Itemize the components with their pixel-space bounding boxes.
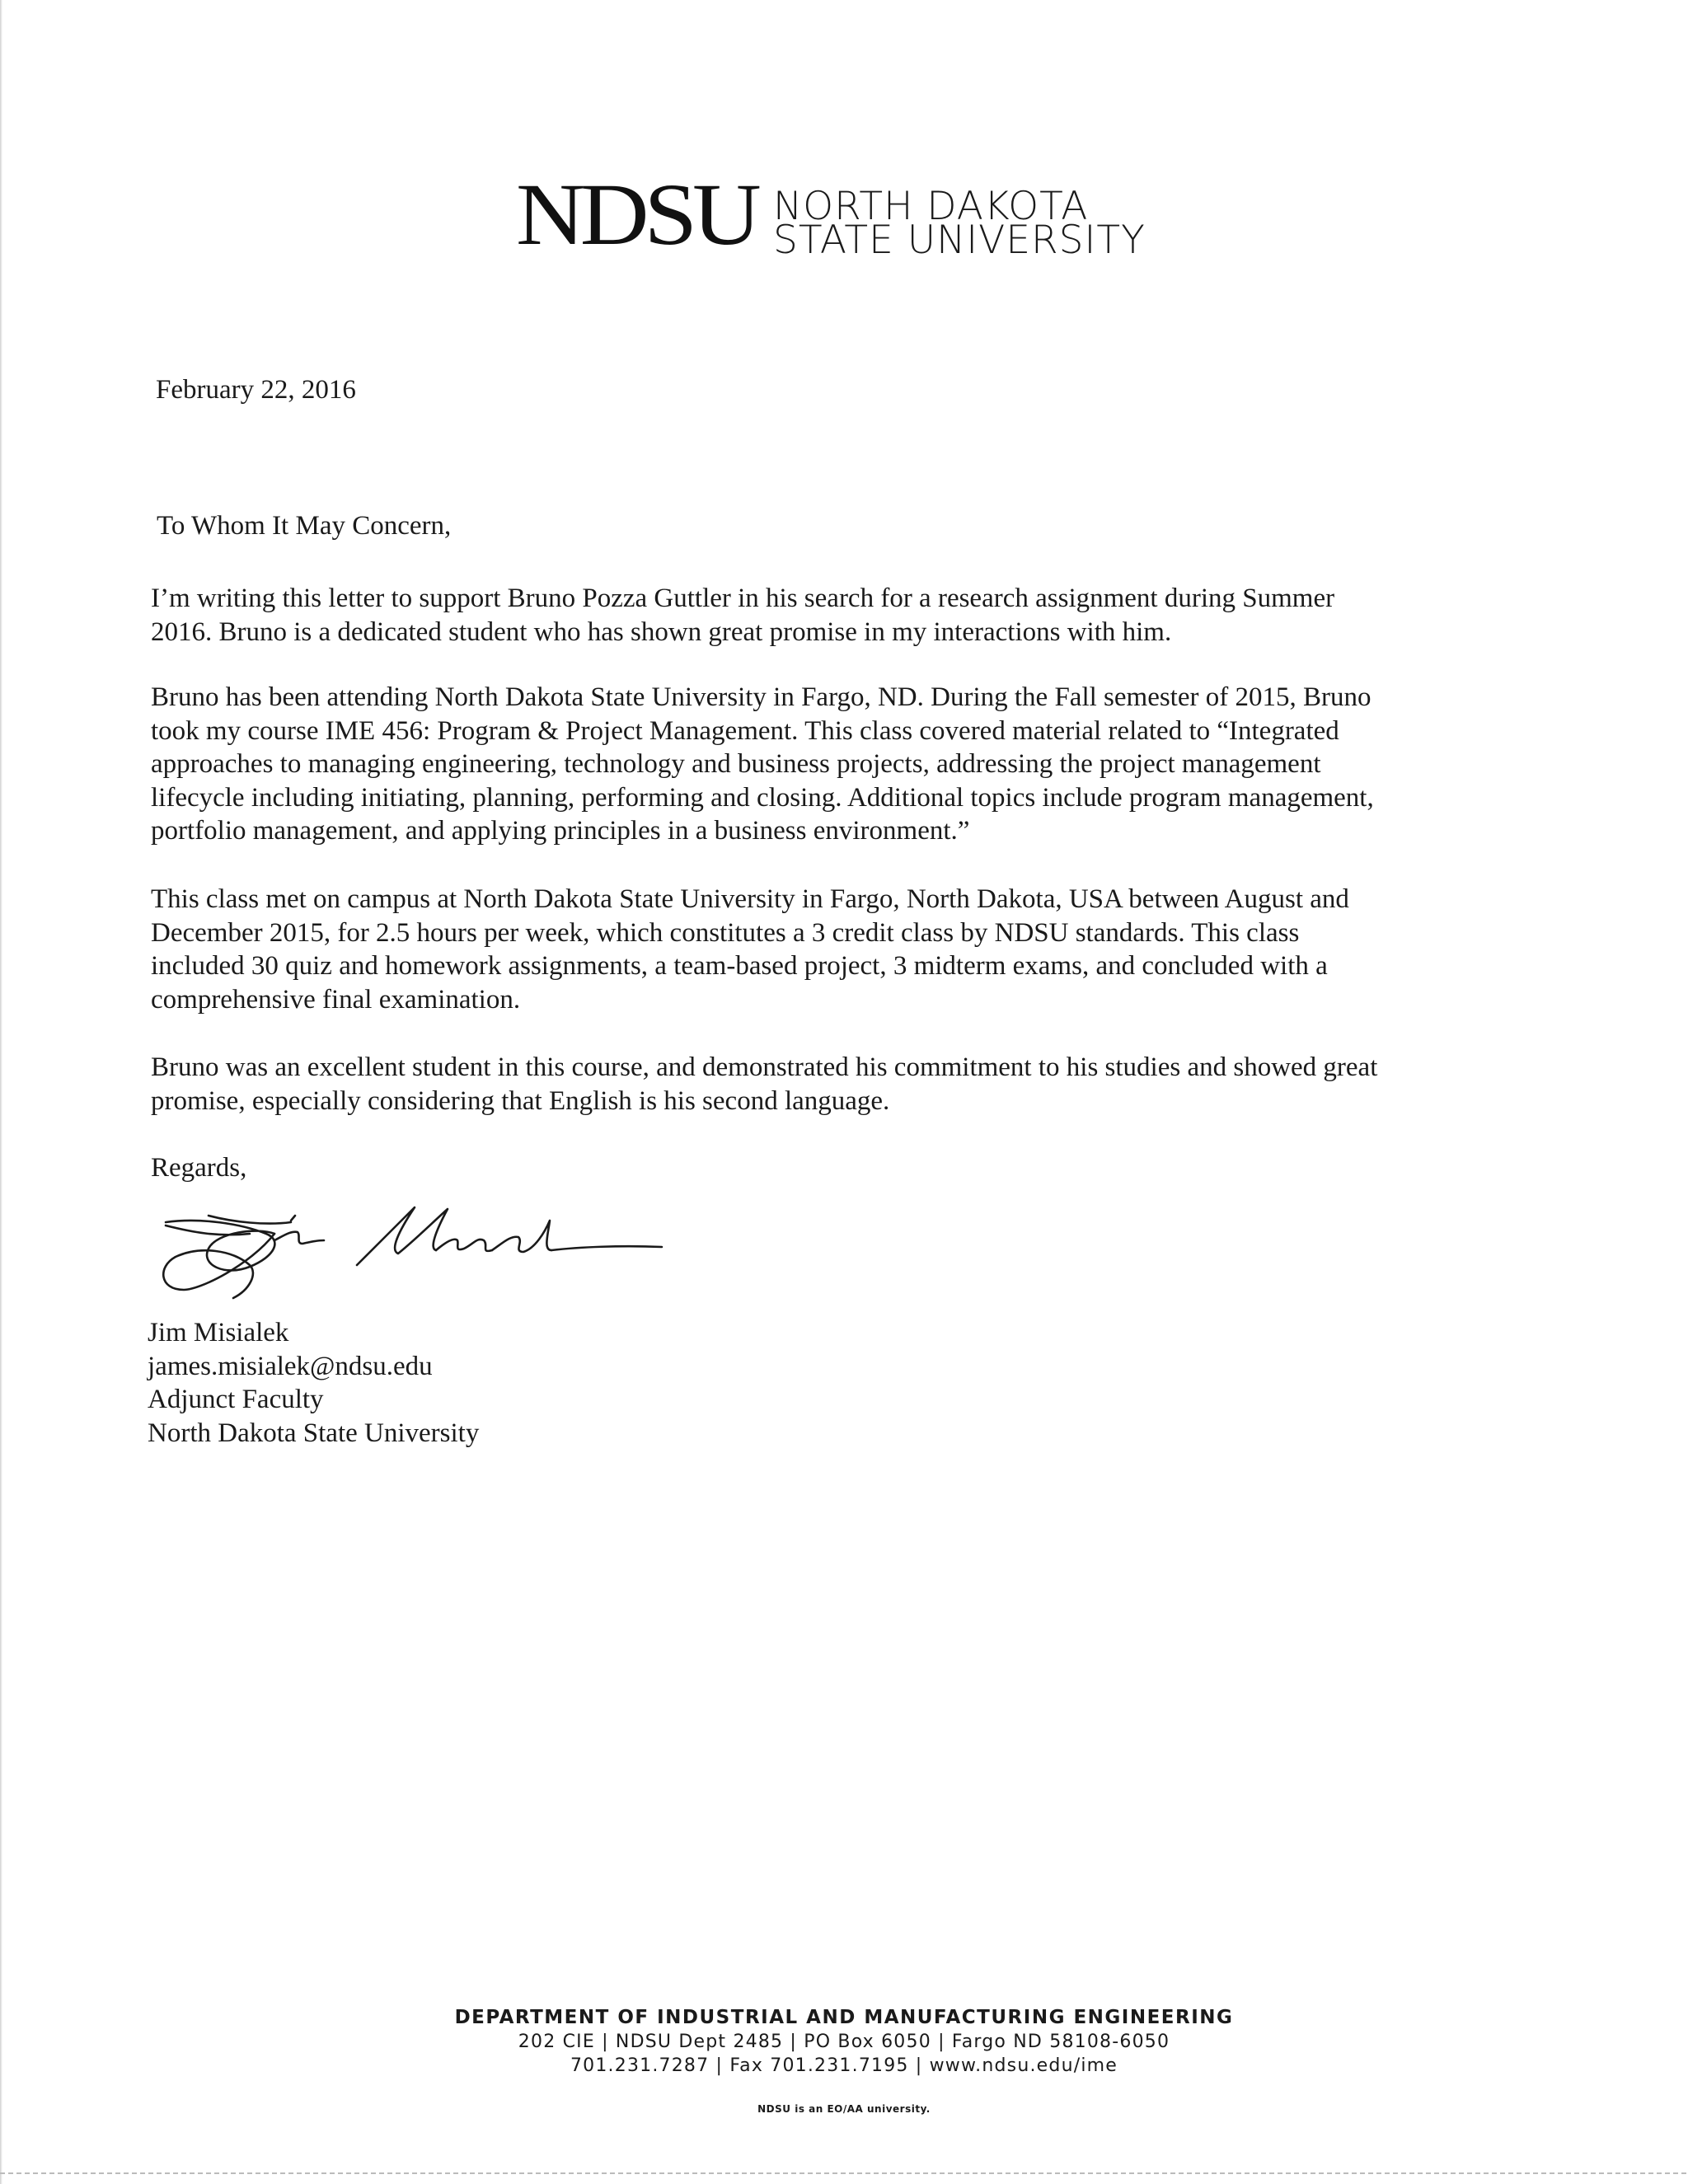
letterhead bbox=[516, 166, 1175, 268]
signatory-institution: North Dakota State University bbox=[148, 1418, 480, 1448]
paragraph-line: portfolio management, and applying principles in a business environment.” bbox=[151, 816, 970, 846]
page-edge-bottom bbox=[0, 2172, 1688, 2174]
footer-department: DEPARTMENT OF INDUSTRIAL AND MANUFACTURING ENGINEERING bbox=[454, 2007, 1234, 2028]
paragraph-line: Bruno has been attending North Dakota State University in Fargo, ND. During the Fall semester of 2015, Bruno bbox=[151, 682, 1372, 712]
letterhead-name-line-2: STATE UNIVERSITY bbox=[773, 218, 1146, 263]
paragraph-2 bbox=[151, 681, 1374, 848]
signatory-title: Adjunct Faculty bbox=[148, 1385, 324, 1414]
signature-block bbox=[148, 1316, 479, 1450]
signatory-name: Jim Misialek bbox=[148, 1318, 289, 1347]
paragraph-line: included 30 quiz and homework assignments, a team-based project, 3 midterm exams, and concluded with a bbox=[151, 951, 1328, 981]
letter-date: February 22, 2016 bbox=[156, 375, 356, 405]
letterhead-logo-abbr: NDSU bbox=[516, 166, 757, 264]
paragraph-4 bbox=[151, 1051, 1377, 1118]
paragraph-line: Bruno was an excellent student in this course, and demonstrated his commitment to his studies and showed great bbox=[151, 1052, 1378, 1082]
closing: Regards, bbox=[151, 1153, 247, 1183]
paragraph-line: comprehensive final examination. bbox=[151, 984, 521, 1015]
paragraph-line: approaches to managing engineering, technology and business projects, addressing the project management bbox=[151, 749, 1321, 779]
paragraph-line: I’m writing this letter to support Bruno Pozza Guttler in his search for a research assignment during Summer bbox=[151, 583, 1335, 613]
letterhead-name-line-1: NORTH DAKOTA bbox=[773, 184, 1089, 229]
signature-image bbox=[151, 1174, 678, 1319]
signatory-email: james.misialek@ndsu.edu bbox=[148, 1351, 433, 1381]
footer-contact: 701.231.7287 | Fax 701.231.7195 | www.ndsu.edu/ime bbox=[570, 2055, 1118, 2076]
paragraph-3 bbox=[151, 883, 1349, 1016]
paragraph-line: 2016. Bruno is a dedicated student who has shown great promise in my interactions with him. bbox=[151, 616, 1172, 647]
paragraph-line: This class met on campus at North Dakota State University in Fargo, North Dakota, USA between August and bbox=[151, 884, 1349, 914]
paragraph-line: December 2015, for 2.5 hours per week, which constitutes a 3 credit class by NDSU standards. This class bbox=[151, 917, 1300, 948]
paragraph-line: lifecycle including initiating, planning, performing and closing. Additional topics include program management, bbox=[151, 782, 1374, 813]
footer-address: 202 CIE | NDSU Dept 2485 | PO Box 6050 | Fargo ND 58108-6050 bbox=[518, 2032, 1170, 2052]
paragraph-1 bbox=[151, 582, 1334, 649]
paragraph-line: promise, especially considering that English is his second language. bbox=[151, 1085, 890, 1116]
salutation: To Whom It May Concern, bbox=[157, 511, 452, 541]
footer-eo-statement: NDSU is an EO/AA university. bbox=[757, 2103, 931, 2115]
page-edge bbox=[0, 0, 2, 2184]
paragraph-line: took my course IME 456: Program & Project Management. This class covered material related to “Integrated bbox=[151, 715, 1339, 746]
